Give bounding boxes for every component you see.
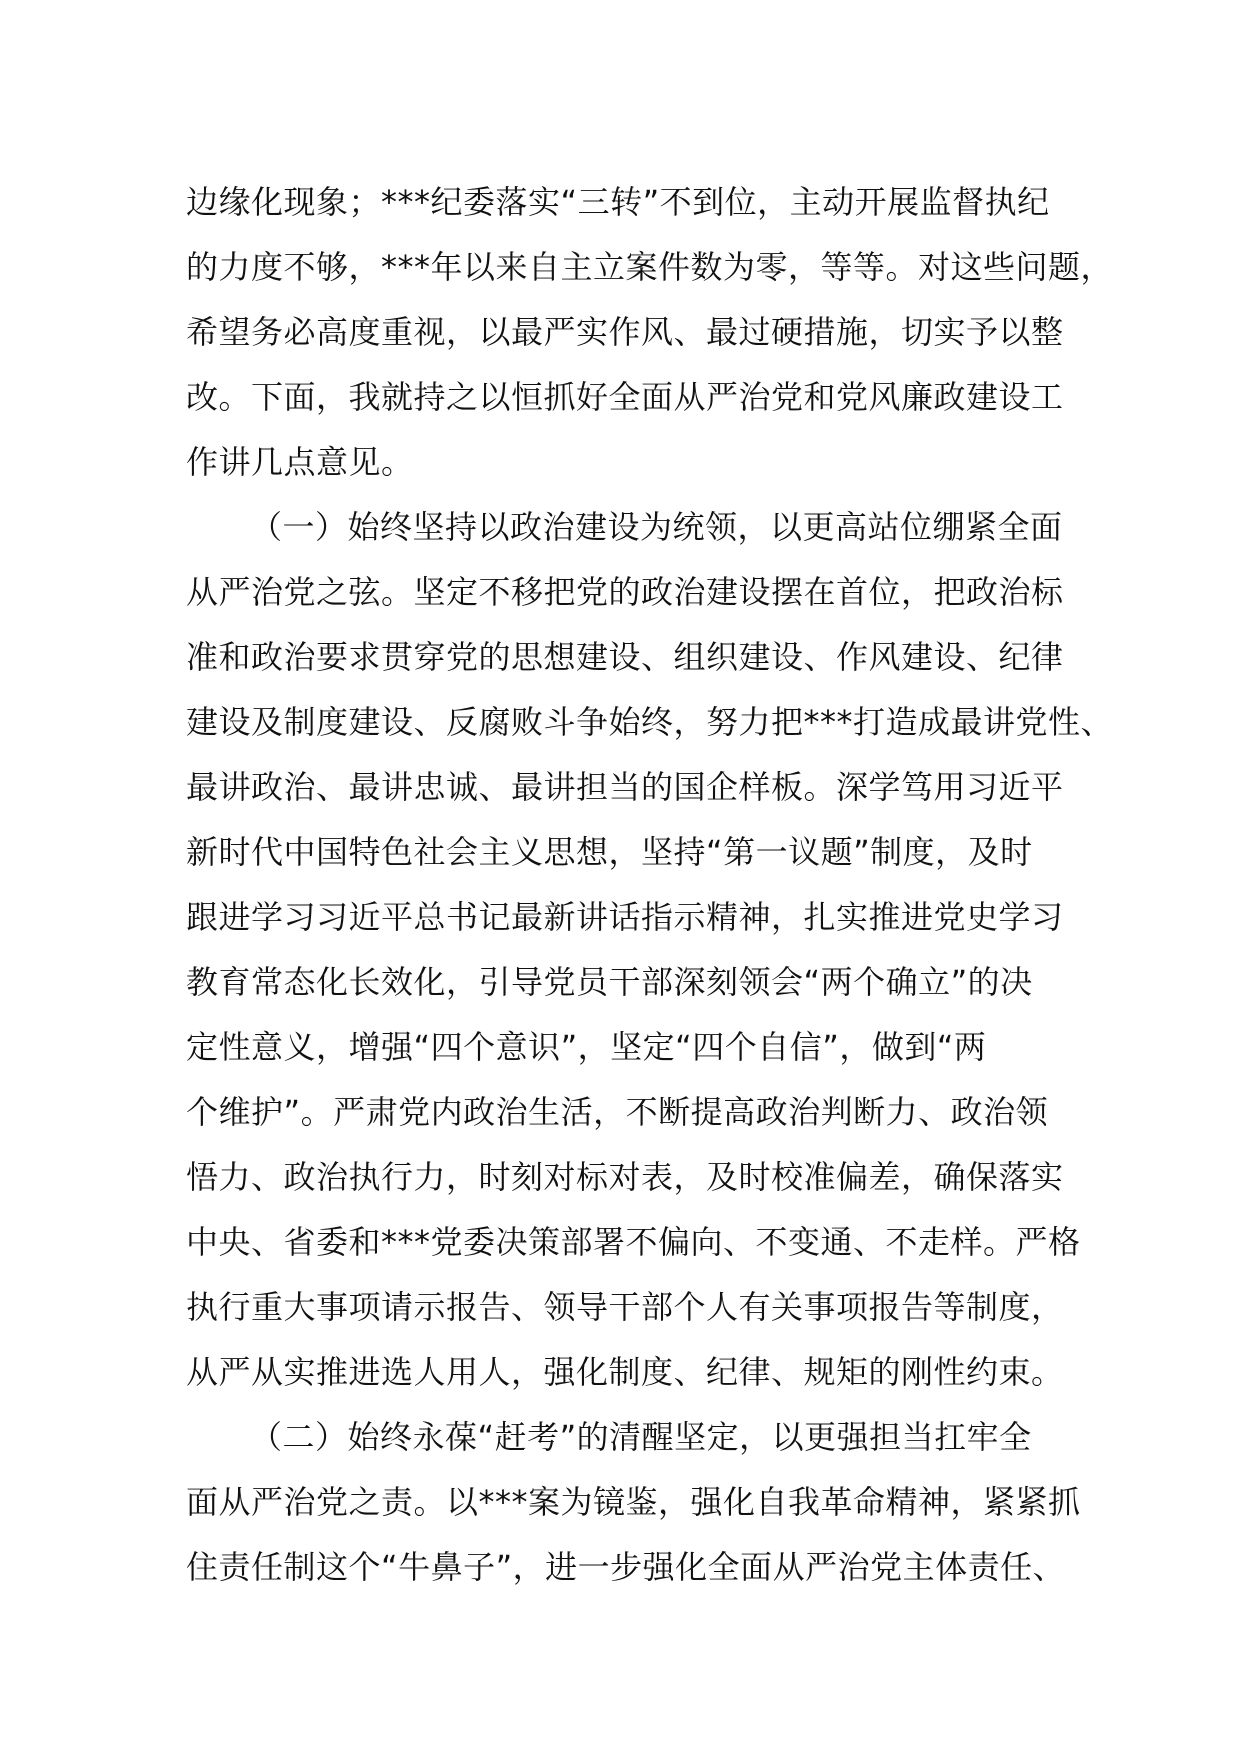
text-line: 从严治党之弦。坚定不移把党的政治建设摆在首位，把政治标 [186,573,1064,611]
text-line: 最讲政治、最讲忠诚、最讲担当的国企样板。深学笃用习近平 [186,768,1064,806]
section-heading-line: （一）始终坚持以政治建设为统领，以更高站位绷紧全面 [250,508,1063,546]
text-line: 面从严治党之责。以***案为镜鉴，强化自我革命精神，紧紧抓 [186,1483,1081,1521]
text-line: 跟进学习习近平总书记最新讲话指示精神，扎实推进党史学习 [186,898,1064,936]
text-line: 教育常态化长效化，引导党员干部深刻领会“两个确立”的决 [186,963,1033,1001]
text-line: 准和政治要求贯穿党的思想建设、组织建设、作风建设、纪律 [186,638,1064,676]
text-line: 住责任制这个“牛鼻子”，进一步强化全面从严治党主体责任、 [186,1548,1066,1586]
text-line: 改。下面，我就持之以恒抓好全面从严治党和党风廉政建设工 [186,378,1064,416]
text-line: 悟力、政治执行力，时刻对标对表，及时校准偏差，确保落实 [186,1158,1064,1196]
section-heading-line: （二）始终永葆“赶考”的清醒坚定，以更强担当扛牢全 [250,1418,1032,1456]
text-line: 建设及制度建设、反腐败斗争始终，努力把***打造成最讲党性、 [186,703,1114,741]
text-line: 从严从实推进选人用人，强化制度、纪律、规矩的刚性约束。 [186,1353,1064,1391]
text-line: 定性意义，增强“四个意识”，坚定“四个自信”，做到“两 [186,1028,987,1066]
text-line: 作讲几点意见。 [186,443,414,481]
text-line: 中央、省委和***党委决策部署不偏向、不变通、不走样。严格 [186,1223,1081,1261]
text-line: 新时代中国特色社会主义思想，坚持“第一议题”制度，及时 [186,833,1033,871]
text-line: 的力度不够，***年以来自主立案件数为零，等等。对这些问题， [186,248,1114,286]
text-line: 个维护”。严肃党内政治生活，不断提高政治判断力、政治领 [186,1093,1049,1131]
text-line: 希望务必高度重视，以最严实作风、最过硬措施，切实予以整 [186,313,1064,351]
body-text [186,170,1114,1600]
text-line: 边缘化现象；***纪委落实“三转”不到位，主动开展监督执纪 [186,183,1050,221]
text-line: 执行重大事项请示报告、领导干部个人有关事项报告等制度， [186,1288,1064,1326]
